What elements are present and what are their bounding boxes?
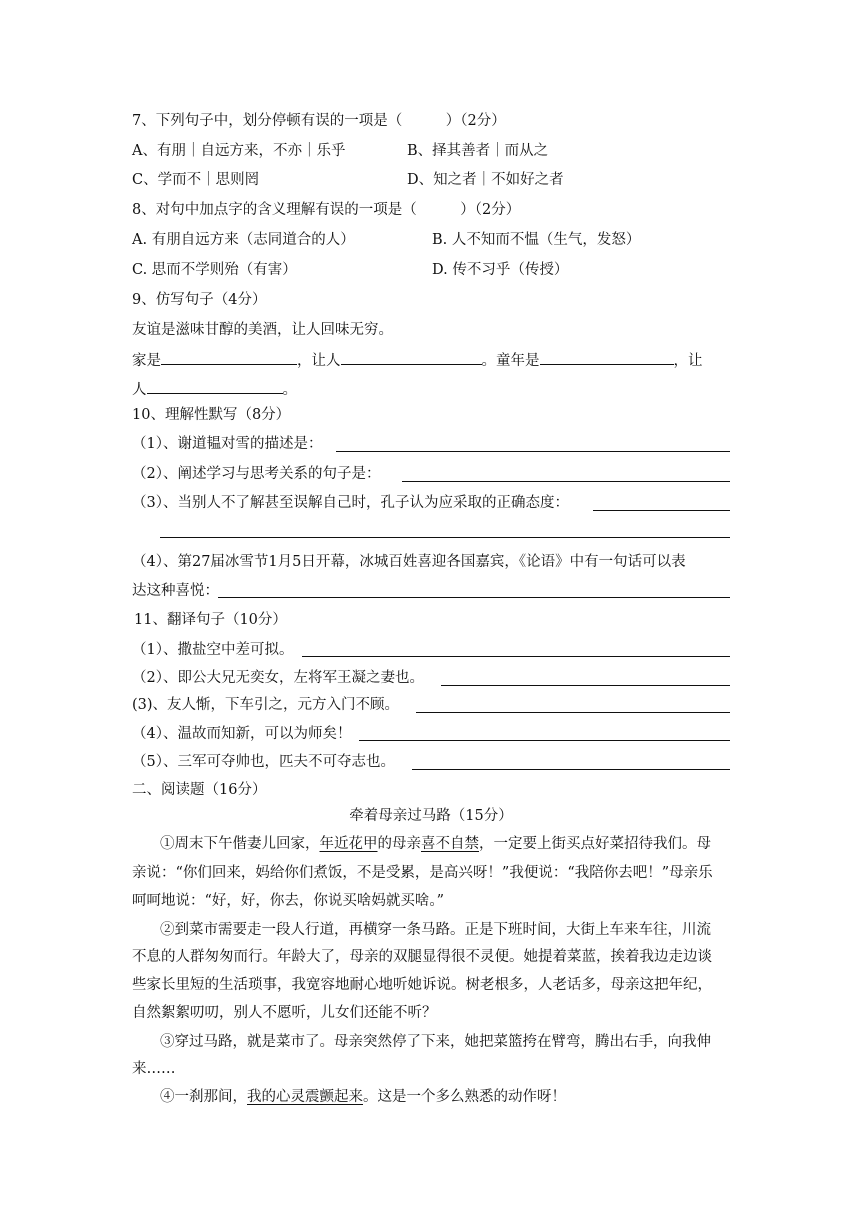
q7-option-c: C、学而不｜思则罔 — [132, 172, 260, 188]
passage-p2-line-4: 自然絮絮叨叨，别人不愿听，儿女们还能不听？ — [132, 1005, 437, 1021]
q7-option-a: A、有朋｜自远方来，不亦｜乐乎 — [132, 143, 346, 159]
q10-item-4b: 达这种喜悦： — [132, 583, 219, 599]
q10-item-1: （1）、谢道韫对雪的描述是： — [132, 436, 323, 452]
q9-blank-2[interactable] — [341, 349, 482, 365]
q7-options-row-2 — [132, 170, 732, 190]
passage-p1-text-3: ，一定要上街买点好菜招待我们。母 — [479, 836, 711, 852]
passage-p4-text-1: ④一刹那间， — [160, 1089, 247, 1105]
passage-underlined-sentence: 我的心灵震颤起来 — [247, 1089, 363, 1105]
q11-answer-line-1[interactable] — [302, 656, 730, 657]
q7-option-b: B、择其善者｜而从之 — [407, 143, 549, 159]
q11-item-2: （2）、即公大兄无奕女，左将军王凝之妻也。 — [132, 670, 424, 686]
q9-blank-1[interactable] — [161, 349, 297, 365]
q11-answer-line-3[interactable] — [416, 712, 730, 713]
passage-p3-line-1: ③穿过马路，就是菜市了。母亲突然停了下来，她把菜篮挎在臂弯，腾出右手，向我伸 — [160, 1034, 711, 1050]
passage-p1-line-2: 亲说：“你们回来，妈给你们煮饭，不是受累，是高兴呀！”我便说：“我陪你去吧！”母亲乐 — [132, 865, 713, 881]
q7-stem: 7、下列句子中，划分停顿有误的一项是（ ）（2分） — [132, 113, 506, 129]
q10-answer-line-4[interactable] — [218, 597, 730, 598]
passage-p4-text-2: 。这是一个多么熟悉的动作呀！ — [363, 1089, 566, 1105]
q11-item-3: (3)、友人惭，下车引之，元方入门不顾。 — [132, 697, 400, 713]
q10-answer-line-3a[interactable] — [593, 510, 730, 511]
section-2-heading: 二、阅读题（16分） — [132, 782, 267, 798]
q11-answer-line-2[interactable] — [441, 685, 730, 686]
q8-option-c: C. 思而不学则殆（有害） — [132, 262, 297, 278]
q9-fill-row-2 — [132, 378, 732, 400]
q10-item-3: （3）、当别人不了解甚至误解自己时，孔子认为应采取的正确态度： — [132, 495, 569, 511]
q9-prompt-person: 人 — [132, 382, 147, 398]
q9-prompt-childhood: 。童年是 — [481, 353, 540, 369]
passage-p1-line-3: 呵呵地说：“好，好，你去，你说买啥妈就买啥。” — [132, 893, 445, 909]
passage-p4-line-1 — [160, 1087, 760, 1107]
q9-blank-3[interactable] — [540, 349, 674, 365]
passage-p2-line-3: 些家长里短的生活琐事，我宽容地耐心地听她诉说。树老根多，人老话多，母亲这把年纪， — [132, 977, 712, 993]
q7-options-row-1 — [132, 141, 732, 161]
q10-item-2: （2）、阐述学习与思考关系的句子是： — [132, 466, 381, 482]
q10-answer-line-2[interactable] — [402, 481, 730, 482]
q9-prompt-let-2: ，让 — [673, 353, 703, 369]
q10-item-4a: （4）、第27届冰雪节1月5日开幕，冰城百姓喜迎各国嘉宾，《论语》中有一句话可以表 — [132, 554, 686, 570]
q11-item-5: （5）、三军可夺帅也，匹夫不可夺志也。 — [132, 754, 395, 770]
q8-option-a: A. 有朋自远方来（志同道合的人） — [132, 232, 355, 248]
q9-prompt-let: ，让人 — [297, 353, 341, 369]
q8-options-row-1 — [132, 230, 732, 250]
passage-underlined-phrase-2: 喜不自禁 — [421, 836, 479, 852]
q8-stem: 8、对句中加点字的含义理解有误的一项是（ ）（2分） — [132, 202, 521, 218]
q8-option-b: B. 人不知而不愠（生气，发怒） — [432, 232, 641, 248]
q11-answer-line-5[interactable] — [412, 769, 730, 770]
q9-example: 友谊是滋味甘醇的美酒，让人回味无穷。 — [132, 322, 393, 338]
passage-p1-text-1: ①周末下午偕妻儿回家， — [160, 836, 320, 852]
q11-answer-line-4[interactable] — [359, 740, 730, 741]
q9-stem: 9、仿写句子（4分） — [132, 292, 267, 308]
q10-stem: 10、理解性默写（8分） — [132, 407, 291, 423]
passage-p1-text-2: 的母亲 — [377, 836, 421, 852]
passage-title: 牵着母亲过马路（15分） — [349, 808, 513, 824]
passage-underlined-phrase-1: 年近花甲 — [319, 836, 378, 852]
q11-stem: 11、翻译句子（10分） — [134, 612, 287, 628]
passage-p1-line-1 — [160, 834, 760, 854]
q8-option-d: D. 传不习乎（传授） — [432, 262, 569, 278]
q9-fill-row-1 — [132, 349, 732, 371]
q10-answer-line-1[interactable] — [336, 451, 730, 452]
q11-item-1: （1）、撒盐空中差可拟。 — [132, 642, 294, 658]
q10-answer-line-3b[interactable] — [160, 537, 730, 538]
q11-item-4: （4）、温故而知新，可以为师矣！ — [132, 726, 352, 742]
passage-p2-line-2: 不息的人群匆匆而行。年龄大了，母亲的双腿显得很不灵便。她提着菜蓝，挨着我边走边谈 — [132, 949, 712, 965]
q9-period: 。 — [282, 382, 297, 398]
q8-options-row-2 — [132, 260, 732, 280]
q9-prompt-home: 家是 — [132, 353, 161, 369]
passage-p3-line-2: 来…… — [132, 1061, 176, 1077]
q9-blank-4[interactable] — [147, 378, 283, 394]
passage-p2-line-1: ②到菜市需要走一段人行道，再横穿一条马路。正是下班时间，大街上车来车往，川流 — [160, 922, 711, 938]
q7-option-d: D、知之者｜不如好之者 — [407, 172, 564, 188]
